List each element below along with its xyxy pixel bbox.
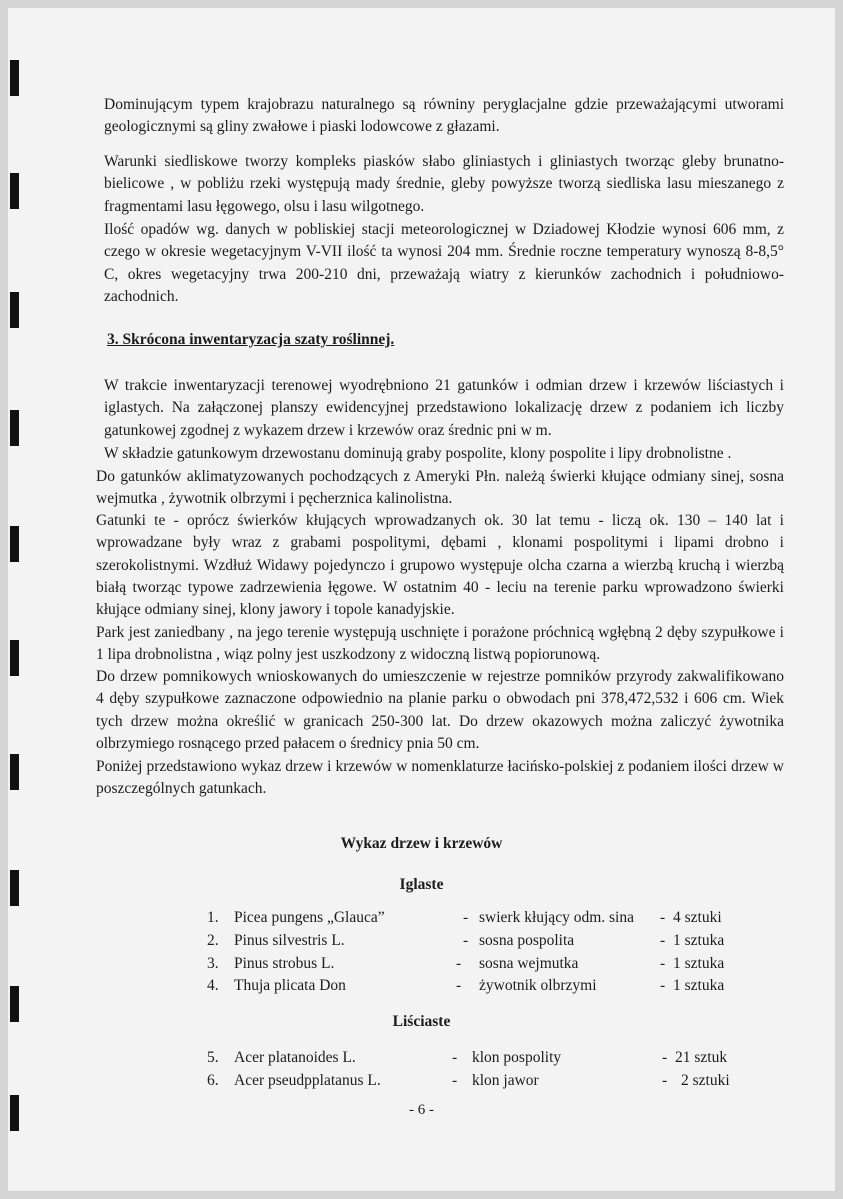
list-item: [0, 1049, 843, 1071]
item-polish-name: sosna wejmutka: [479, 955, 579, 972]
item-polish-name: klon jawor: [472, 1072, 539, 1089]
paragraph: Park jest zaniedbany , na jego terenie występują uschnięte i porażone próchnicą wgłębną 2 dęby szypułkowe i 1 lipa drobnolistna , wiąz polny jest uszkodzony z widoczną listwą popiorunową.: [96, 624, 784, 664]
paragraph: Poniżej przedstawiono wykaz drzew i krzewów w nomenklaturze łacińsko-polskiej z podaniem ilości drzew w poszczególnych gatunkach.: [96, 758, 784, 798]
binding-mark: [10, 410, 19, 446]
item-quantity: 1 sztuka: [673, 977, 725, 994]
item-dash: -: [452, 1072, 458, 1089]
item-dash: -: [660, 977, 666, 994]
binding-mark: [10, 292, 19, 328]
list-item: [0, 932, 843, 954]
item-latin-name: Thuja plicata Don: [234, 977, 346, 994]
item-dash: -: [463, 932, 469, 949]
item-quantity: 4 sztuki: [673, 909, 722, 926]
item-number: 2.: [207, 932, 219, 949]
item-dash: -: [660, 909, 666, 926]
item-dash: -: [456, 955, 462, 972]
paragraph: Ilość opadów wg. danych w pobliskiej stacji meteorologicznej w Dziadowej Kłodzie wynosi 606 mm, z czego w okresie wegetacyjnym V-VII ilość ta wynosi 204 mm. Średnie roczne temperatury wynoszą 8-8,5° C, okres wegetacyjny trwa 200-210 dni, przeważają wiatry z kierunków zachodnich i południowo-zachodnich.: [104, 221, 784, 305]
item-latin-name: Picea pungens „Glauca”: [234, 909, 385, 926]
item-number: 1.: [207, 909, 219, 926]
paragraph: Gatunki te - oprócz świerków kłujących wprowadzanych ok. 30 lat temu - liczą ok. 130 – 140 lat i wprowadzane były wraz z grabami pospolitymi, dębami , klonami pospolitymi i lipami drobno i szerokolistnymi. Wzdłuż Widawy pojedynczo i grupowo występuje olcha czarna a wierzbą kruchą i wierzbą białą tworząc typowe zadrzewienia łęgowe. W ostatnim 40 - leciu na terenie parku wprowadzono świerki kłujące odmiany sinej, klony jawory i topole kanadyjskie.: [96, 512, 784, 619]
list-title: Wykaz drzew i krzewów: [340, 835, 503, 852]
list-item: [0, 955, 843, 977]
item-number: 6.: [207, 1072, 219, 1089]
item-dash: -: [660, 932, 666, 949]
item-quantity: 1 sztuka: [673, 932, 725, 949]
binding-mark: [10, 526, 19, 562]
item-latin-name: Pinus strobus L.: [234, 955, 335, 972]
list-item: [0, 909, 843, 931]
item-dash: -: [463, 909, 469, 926]
paragraph: Do gatunków aklimatyzowanych pochodzących z Ameryki Płn. należą świerki kłujące odmiany sinej, sosna wejmutka , żywotnik olbrzymi i pęcherznica kalinolistna.: [96, 468, 784, 508]
binding-mark: [10, 173, 19, 209]
item-dash: -: [662, 1072, 668, 1089]
item-dash: -: [660, 955, 666, 972]
item-polish-name: swierk kłujący odm. sina: [479, 909, 634, 926]
section-title-lisciaste: Liściaste: [392, 1013, 451, 1030]
item-number: 3.: [207, 955, 219, 972]
item-quantity: 1 sztuka: [673, 955, 725, 972]
item-number: 5.: [207, 1049, 219, 1066]
binding-mark: [10, 640, 19, 676]
paragraph: W składzie gatunkowym drzewostanu dominują graby pospolite, klony pospolite i lipy drobnolistne .: [104, 445, 732, 462]
item-dash: -: [662, 1049, 668, 1066]
list-item: [0, 977, 843, 999]
item-latin-name: Acer platanoides L.: [234, 1049, 356, 1066]
section-title-iglaste: Iglaste: [399, 876, 444, 893]
section-heading: 3. Skrócona inwentaryzacja szaty roślinnej.: [107, 331, 395, 348]
item-polish-name: sosna pospolita: [479, 932, 575, 949]
item-dash: -: [452, 1049, 458, 1066]
binding-mark: [10, 60, 19, 96]
item-quantity: 2 sztuki: [681, 1072, 730, 1089]
page-number: - 6 -: [409, 1102, 434, 1118]
item-polish-name: żywotnik olbrzymi: [479, 977, 597, 994]
item-polish-name: klon pospolity: [472, 1049, 562, 1066]
paragraph: Dominującym typem krajobrazu naturalnego są równiny peryglacjalne gdzie przeważającymi utworami geologicznymi są gliny zwałowe i piaski lodowcowe z głazami.: [104, 96, 784, 136]
item-number: 4.: [207, 977, 219, 994]
item-quantity: 21 sztuk: [675, 1049, 728, 1066]
paragraph: Warunki siedliskowe tworzy kompleks piasków słabo gliniastych i gliniastych tworząc gleby brunatno- bielicowe , w pobliżu rzeki występują mady średnie, gleby powyższe tworzą siedliska lasu mieszanego z fragmentami lasu łęgowego, olsu i lasu wilgotnego.: [104, 153, 784, 215]
item-latin-name: Acer pseudpplatanus L.: [234, 1072, 381, 1089]
paragraph: Do drzew pomnikowych wnioskowanych do umieszczenie w rejestrze pomników przyrody zakwalifikowano 4 dęby szypułkowe zaznaczone odpowiednio na planie parku o obwodach pni 378,472,532 i 606 cm. Wiek tych drzew można określić w granicach 250-300 lat. Do drzew okazowych można zaliczyć żywotnika olbrzymiego rosnącego przed pałacem o średnicy pnia 50 cm.: [96, 668, 784, 752]
binding-mark: [10, 754, 19, 790]
item-dash: -: [456, 977, 462, 994]
item-latin-name: Pinus silvestris L.: [234, 932, 345, 949]
list-item: [0, 1072, 843, 1094]
paragraph: W trakcie inwentaryzacji terenowej wyodrębniono 21 gatunków i odmian drzew i krzewów liściastych i iglastych. Na załączonej planszy ewidencyjnej przedstawiono lokalizację drzew z podaniem ich liczby gatunkowej zgodnej z wykazem drzew i krzewów oraz średnic pni w m.: [104, 377, 784, 439]
